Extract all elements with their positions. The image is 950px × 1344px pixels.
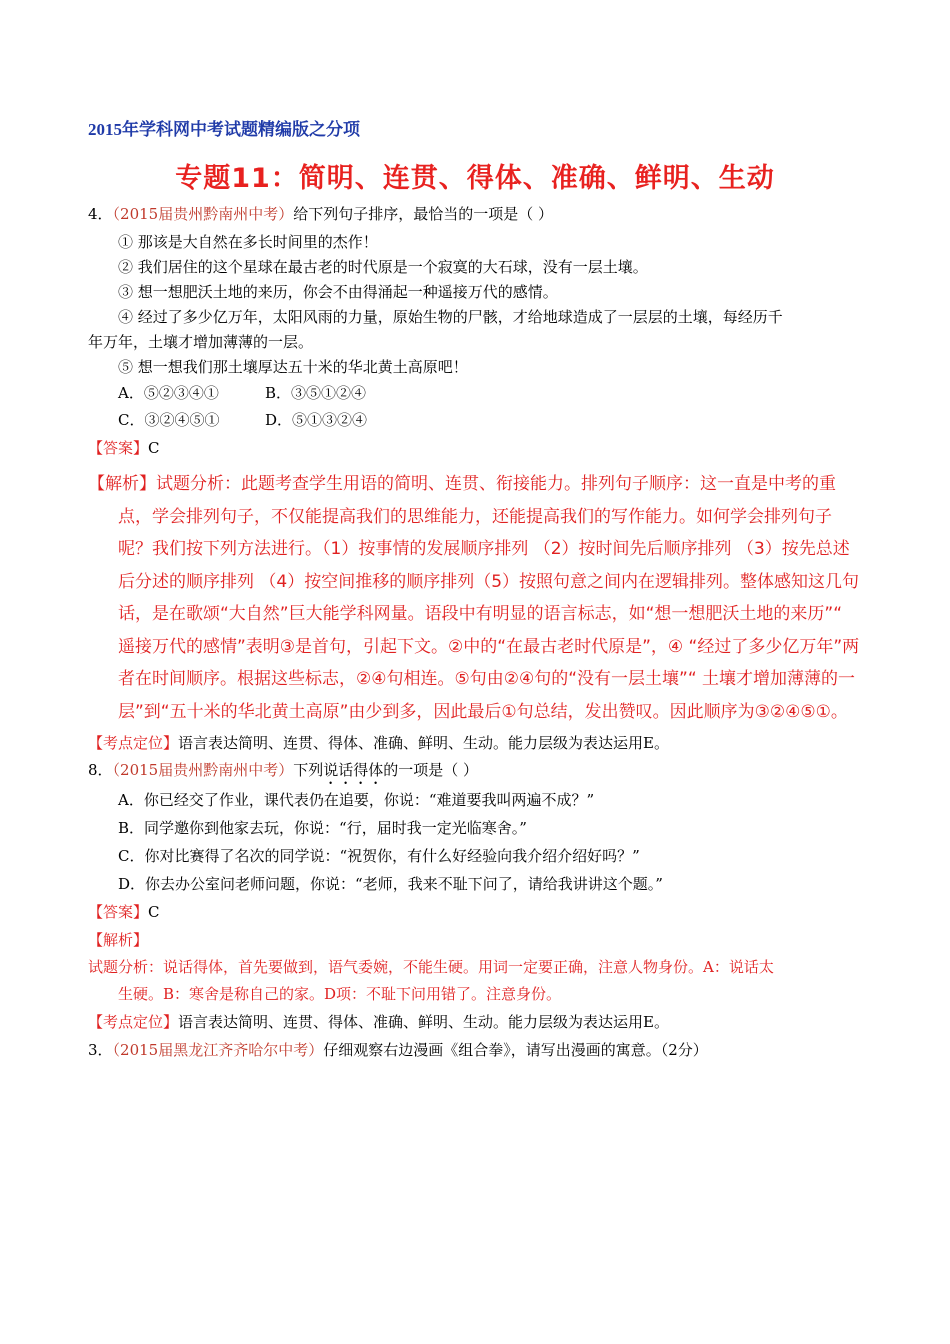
answer-value: C: [148, 903, 160, 921]
kp-text: 语言表达简明、连贯、得体、准确、鲜明、生动。能力层级为表达运用E。: [178, 1013, 669, 1031]
option-b: B．同学邀你到他家去玩，你说：“行，届时我一定光临寒舍。”: [118, 819, 527, 837]
answer-tag: 【答案】: [88, 903, 149, 921]
page-title: 专题11：简明、连贯、得体、准确、鲜明、生动: [175, 163, 775, 194]
question-text-emphasis: 说话得体: [323, 761, 384, 779]
page-header: 2015年学科网中考试题精编版之分项: [88, 120, 360, 139]
question-8-stem: [88, 760, 478, 788]
option-c: C．③②④⑤①: [118, 411, 220, 429]
question-text-pre: 下列: [293, 761, 324, 779]
question-number: 4．: [88, 205, 113, 223]
sentence-5: ⑤ 想一想我们那土壤厚达五十米的华北黄土高原吧！: [118, 358, 468, 376]
option-c: C．你对比赛得了名次的同学说：“祝贺你，有什么好经验向我介绍介绍好吗？”: [118, 847, 640, 865]
sentence-3: ③ 想一想肥沃土地的来历，你会不由得涌起一种遥接万代的感情。: [118, 283, 558, 301]
question-3-stem: [88, 1040, 708, 1060]
kp-text: 语言表达简明、连贯、得体、准确、鲜明、生动。能力层级为表达运用E。: [178, 734, 669, 752]
analysis-tag: 【解析】: [88, 931, 149, 949]
analysis-block: [88, 468, 864, 728]
sentence-2: ② 我们居住的这个星球在最古老的时代原是一个寂寞的大石球，没有一层土壤。: [118, 258, 648, 276]
option-d: D．⑤①③②④: [265, 411, 368, 429]
knowledge-point: [88, 1012, 669, 1032]
sentence-4b: 年万年，土壤才增加薄薄的一层。: [88, 333, 314, 351]
sentence-4a: ④ 经过了多少亿万年，太阳风雨的力量，原始生物的尸骸，才给地球造成了一层层的土壤，每经历千: [118, 308, 783, 326]
kp-tag: 【考点定位】: [88, 734, 179, 752]
analysis-text: 【解析】试题分析：此题考查学生用语的简明、连贯、衔接能力。排列句子顺序：这一直是中考的重点，学会排列句子，不仅能提高我们的思维能力，还能提高我们的写作能力。如何学会排列句子呢？我们按下列方法进行。（1）按事情的发展顺序排列 （2）按时间先后顺序排列 （3）按先总述后分述的顺序排列 （4）按空间推移的顺序排列（5）按照句意之间内在逻辑排列。整体感知这几句话，是在歌颂“大自然”巨大能学科网量。语段中有明显的语言标志，如“想一想肥沃土地的来历”“ 遥接万代的感情”表明③是首句，引起下文。②中的“在最古老时代原是”，④ “经过了多少亿万年”两者在时间顺序。根据这些标志，②④句相连。⑤句由②④句的“没有一层土壤”“ 土壤才增加薄薄的一层”到“五十米的华北黄土高原”由少到多，因此最后①句总结，发出赞叹。因此顺序为③②④⑤①。: [88, 474, 860, 722]
question-source: （2015届贵州黔南州中考）: [112, 205, 294, 223]
question-text: 仔细观察右边漫画《组合拳》，请写出漫画的寓意。（2分）: [323, 1041, 708, 1059]
analysis-text-a: 试题分析：说话得体，首先要做到，语气委婉，不能生硬。用词一定要正确，注意人物身份。A：说话太: [88, 958, 774, 976]
answer-value: C: [148, 439, 160, 457]
knowledge-point: [88, 733, 669, 753]
option-a: A．你已经交了作业，课代表仍在追要，你说：“难道要我叫两遍不成？”: [118, 791, 595, 809]
question-4-stem: [88, 204, 553, 224]
question-source: （2015届黑龙江齐齐哈尔中考）: [112, 1041, 324, 1059]
option-d: D．你去办公室问老师问题，你说：“老师，我来不耻下问了，请给我讲讲这个题。”: [118, 875, 663, 893]
question-text-post: 的一项是（ ）: [383, 761, 479, 779]
answer-line: [88, 902, 160, 922]
option-a: A．⑤②③④①: [118, 384, 219, 402]
analysis-text-b: 生硬。B：寒舍是称自己的家。D项：不耻下问用错了。注意身份。: [118, 985, 562, 1003]
kp-tag: 【考点定位】: [88, 1013, 179, 1031]
question-number: 8．: [88, 761, 113, 779]
option-b: B．③⑤①②④: [265, 384, 367, 402]
question-number: 3．: [88, 1041, 113, 1059]
answer-line: [88, 438, 160, 458]
question-text: 给下列句子排序，最恰当的一项是（ ）: [293, 205, 554, 223]
sentence-1: ① 那该是大自然在多长时间里的杰作！: [118, 233, 378, 251]
question-source: （2015届贵州黔南州中考）: [112, 761, 294, 779]
answer-tag: 【答案】: [88, 439, 149, 457]
